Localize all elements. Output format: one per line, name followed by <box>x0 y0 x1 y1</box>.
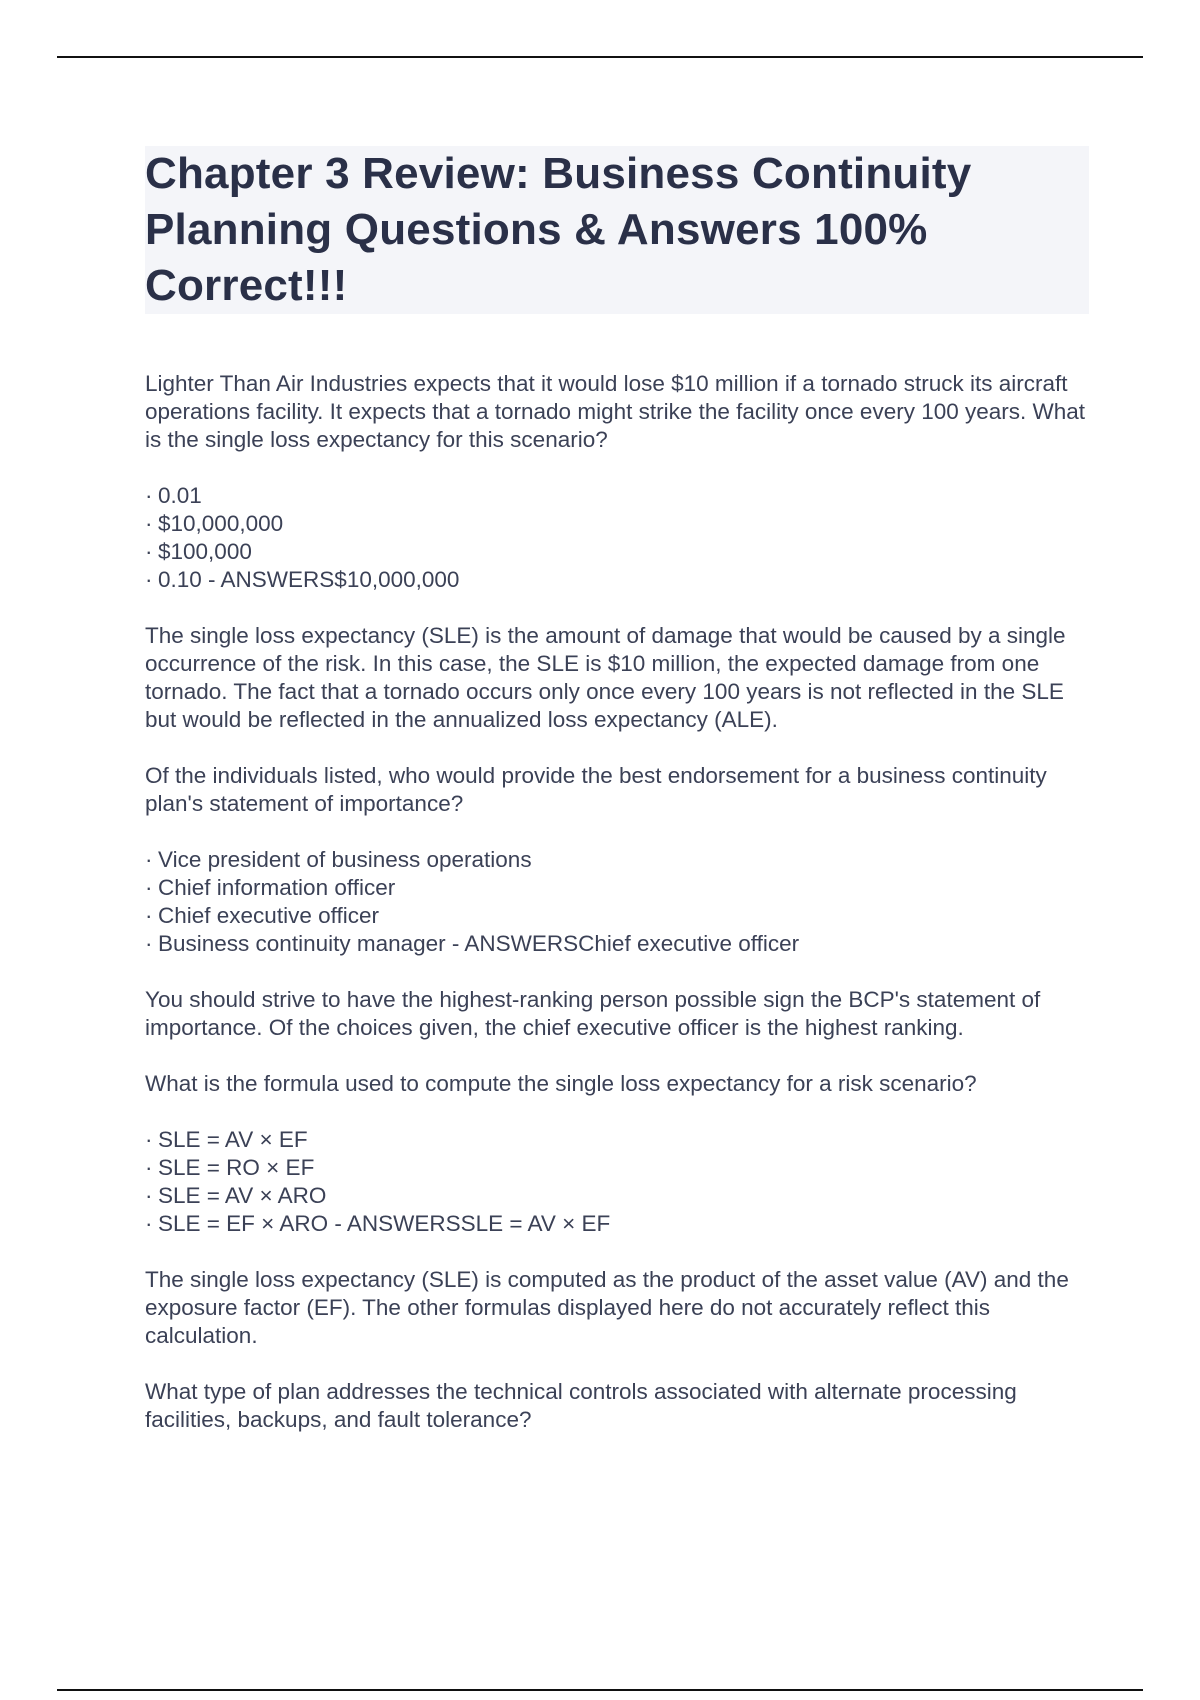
bullet-dot: · <box>145 903 153 928</box>
option-text: 0.10 - ANSWERS$10,000,000 <box>158 567 460 592</box>
question-text: What is the formula used to compute the single loss expectancy for a risk scenario? <box>145 1071 977 1096</box>
option-item <box>145 566 1089 594</box>
qa-section <box>145 370 1089 1434</box>
option-item <box>145 510 1089 538</box>
document-body <box>145 146 1089 1462</box>
bullet-dot: · <box>145 847 153 872</box>
option-text: Chief information officer <box>158 875 396 900</box>
explanation-text: You should strive to have the highest-ranking person possible sign the BCP's statement of importance. Of the choices given, the chief executive officer is the highest ranking. <box>145 987 1041 1040</box>
options-list <box>145 846 1089 958</box>
question-text: What type of plan addresses the technical controls associated with alternate processing facilities, backups, and fault tolerance? <box>145 1379 1017 1432</box>
option-text: SLE = AV × ARO <box>158 1183 327 1208</box>
option-item <box>145 482 1089 510</box>
bullet-dot: · <box>145 483 153 508</box>
bullet-dot: · <box>145 875 153 900</box>
option-text: SLE = EF × ARO - ANSWERSSLE = AV × EF <box>158 1211 611 1236</box>
option-text: Chief executive officer <box>158 903 379 928</box>
question-text: Of the individuals listed, who would provide the best endorsement for a business continuity plan's statement of importance? <box>145 763 1047 816</box>
bullet-dot: · <box>145 1183 153 1208</box>
option-text: SLE = AV × EF <box>158 1127 308 1152</box>
question-text: Lighter Than Air Industries expects that it would lose $10 million if a tornado struck its aircraft operations facility. It expects that a tornado might strike the facility once every 100 years. What is the single loss expectancy for this scenario? <box>145 371 1086 452</box>
option-item <box>145 846 1089 874</box>
option-item <box>145 874 1089 902</box>
document-title: Chapter 3 Review: Business Continuity Planning Questions & Answers 100% Correct!!! <box>145 149 972 310</box>
option-text: Vice president of business operations <box>158 847 532 872</box>
bullet-dot: · <box>145 1127 153 1152</box>
option-item <box>145 1182 1089 1210</box>
bullet-dot: · <box>145 567 153 592</box>
bullet-dot: · <box>145 511 153 536</box>
option-text: $100,000 <box>158 539 252 564</box>
options-list <box>145 1126 1089 1238</box>
bullet-dot: · <box>145 931 153 956</box>
bottom-rule <box>57 1689 1143 1691</box>
explanation-text: The single loss expectancy (SLE) is computed as the product of the asset value (AV) and the exposure factor (EF). The other formulas displayed here do not accurately reflect this calculation. <box>145 1267 1069 1348</box>
option-item <box>145 930 1089 958</box>
bullet-dot: · <box>145 1211 153 1236</box>
explanation-text: The single loss expectancy (SLE) is the amount of damage that would be caused by a single occurrence of the risk. In this case, the SLE is $10 million, the expected damage from one tornado. The fact that a tornado occurs only once every 100 years is not reflected in the SLE but would be reflected in the annualized loss expectancy (ALE). <box>145 623 1066 732</box>
option-text: Business continuity manager - ANSWERSChief executive officer <box>158 931 800 956</box>
title-block <box>145 146 1089 314</box>
bullet-dot: · <box>145 539 153 564</box>
option-text: $10,000,000 <box>158 511 284 536</box>
option-text: SLE = RO × EF <box>158 1155 315 1180</box>
option-item <box>145 902 1089 930</box>
option-item <box>145 1210 1089 1238</box>
top-rule <box>57 56 1143 58</box>
option-text: 0.01 <box>158 483 202 508</box>
options-list <box>145 482 1089 594</box>
option-item <box>145 1126 1089 1154</box>
option-item <box>145 1154 1089 1182</box>
option-item <box>145 538 1089 566</box>
bullet-dot: · <box>145 1155 153 1180</box>
